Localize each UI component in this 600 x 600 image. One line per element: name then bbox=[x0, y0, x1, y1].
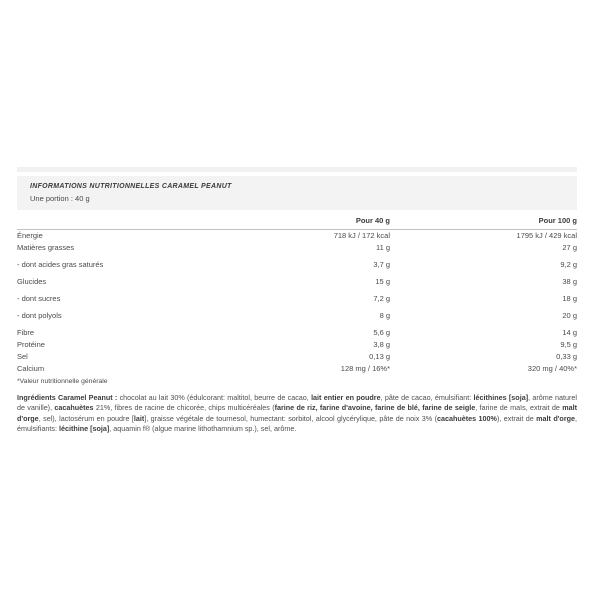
row-value-per-40g: 0,13 g bbox=[369, 352, 390, 361]
row-label: Fibre bbox=[17, 328, 35, 337]
ingredient-text: , pâte de cacao, émulsifiant: bbox=[380, 393, 474, 402]
ingredient-text: , farine de maïs, extrait de bbox=[475, 403, 563, 413]
row-value-per-40g: 11 g bbox=[375, 243, 390, 252]
row-value-per-100g: 18 g bbox=[562, 294, 577, 303]
row-value-per-40g: 3,8 g bbox=[373, 340, 390, 349]
ingredient-emphasis: lait bbox=[133, 413, 145, 423]
column-header-per-100g: Pour 100 g bbox=[538, 216, 577, 225]
row-value-per-100g: 38 g bbox=[562, 277, 577, 286]
nutrition-footnote: *Valeur nutritionnelle générale bbox=[17, 378, 108, 385]
ingredient-text: , sel), lactosérum en poudre [ bbox=[38, 413, 134, 423]
column-header-per-40g: Pour 40 g bbox=[355, 216, 390, 225]
row-label: - dont acides gras saturés bbox=[17, 260, 104, 269]
row-value-per-100g: 14 g bbox=[562, 328, 577, 337]
table-row bbox=[17, 305, 577, 322]
row-value-per-40g: 15 g bbox=[375, 277, 390, 286]
nutrition-title: INFORMATIONS NUTRITIONNELLES CARAMEL PEANUT bbox=[30, 183, 232, 190]
table-row bbox=[17, 363, 577, 375]
row-value-per-40g: 718 kJ / 172 kcal bbox=[333, 231, 390, 240]
section-divider bbox=[17, 167, 577, 172]
row-value-per-100g: 20 g bbox=[562, 311, 577, 320]
ingredient-emphasis: lait entier en poudre bbox=[311, 393, 381, 402]
row-value-per-40g: 8 g bbox=[379, 311, 390, 320]
row-label: - dont sucres bbox=[17, 294, 61, 303]
nutrition-table bbox=[17, 216, 577, 375]
row-label: Énergie bbox=[17, 231, 43, 240]
table-row bbox=[17, 242, 577, 254]
row-label: Protéine bbox=[17, 340, 45, 349]
ingredient-emphasis: lécithine [soja] bbox=[58, 423, 110, 433]
ingredient-text: chocolat au lait 30% (édulcorant: maltitol, beurre de cacao, bbox=[117, 393, 312, 402]
nutrition-table-header bbox=[17, 216, 577, 230]
row-value-per-40g: 5,6 g bbox=[373, 328, 390, 337]
ingredient-emphasis: lécithines [soja] bbox=[473, 393, 529, 402]
table-row bbox=[17, 322, 577, 339]
ingredient-emphasis: farine de riz, farine d'avoine, farine de blé, farine de seigle bbox=[274, 403, 476, 413]
nutrition-table-body bbox=[17, 230, 577, 375]
row-value-per-100g: 320 mg / 40%* bbox=[527, 364, 577, 373]
row-label: Matières grasses bbox=[17, 243, 75, 252]
ingredient-emphasis: Ingrédients Caramel Peanut : bbox=[17, 393, 118, 402]
table-row bbox=[17, 230, 577, 242]
ingredient-emphasis: cacahuètes bbox=[54, 403, 94, 413]
nutrition-panel bbox=[17, 176, 577, 434]
table-row bbox=[17, 351, 577, 363]
row-value-per-100g: 9,5 g bbox=[560, 340, 577, 349]
row-value-per-40g: 128 mg / 16%* bbox=[340, 364, 390, 373]
portion-size-label: Une portion : 40 g bbox=[30, 194, 90, 203]
row-label: Calcium bbox=[17, 364, 45, 373]
ingredient-text: ), extrait de bbox=[496, 413, 537, 423]
row-label: - dont polyols bbox=[17, 311, 62, 320]
row-label: Glucides bbox=[17, 277, 47, 286]
ingredient-emphasis: cacahuètes 100% bbox=[436, 413, 497, 423]
row-label: Sel bbox=[17, 352, 28, 361]
ingredient-text: ], graisse végétale de tournesol, humectant: sorbitol, alcool glycérylique, pâte de noix 3% ( bbox=[144, 413, 437, 423]
nutrition-header bbox=[17, 176, 577, 210]
row-value-per-40g: 3,7 g bbox=[373, 260, 390, 269]
ingredient-emphasis: malt d'orge bbox=[536, 413, 576, 423]
row-value-per-100g: 9,2 g bbox=[560, 260, 577, 269]
row-value-per-40g: 7,2 g bbox=[373, 294, 390, 303]
table-row bbox=[17, 271, 577, 288]
table-row bbox=[17, 288, 577, 305]
ingredients-paragraph bbox=[17, 393, 577, 434]
ingredient-text: , arôme naturel de vanille), bbox=[17, 393, 577, 413]
table-row bbox=[17, 254, 577, 271]
row-value-per-100g: 27 g bbox=[562, 243, 577, 252]
ingredient-text: , aquamin f® (algue marine lithothamnium sp.), sel, arôme. bbox=[109, 423, 297, 433]
row-value-per-100g: 1795 kJ / 429 kcal bbox=[516, 231, 577, 240]
row-value-per-100g: 0,33 g bbox=[556, 352, 577, 361]
table-row bbox=[17, 339, 577, 351]
ingredient-text: 21%, fibres de racine de chicorée, chips multicéréales ( bbox=[93, 403, 275, 413]
ingredient-emphasis: malt d'orge bbox=[17, 403, 577, 423]
ingredient-text: , émulsifiants: bbox=[17, 413, 578, 433]
